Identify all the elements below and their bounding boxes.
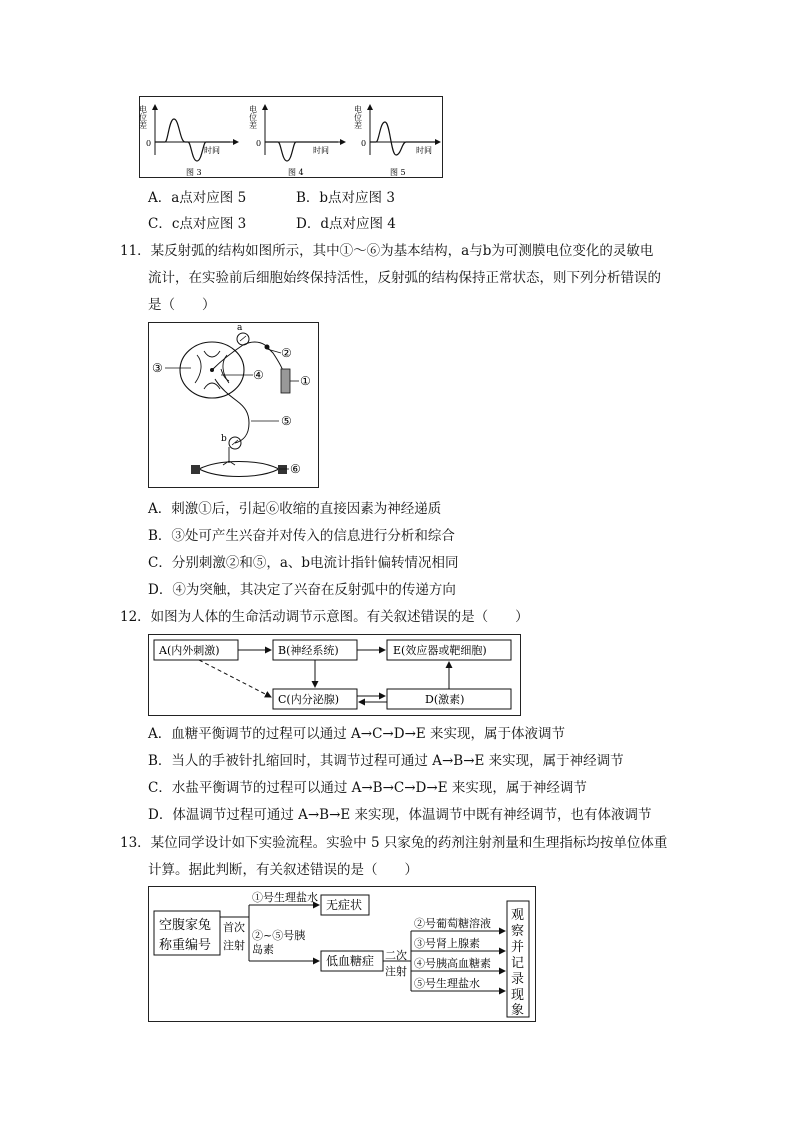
q11-stem-line-1: 11．某反射弧的结构如图所示，其中①～⑥为基本结构，a与b为可测膜电位变化的灵敏电	[120, 243, 654, 259]
q10-option-b: B．b点对应图 3	[296, 190, 395, 206]
q11-stem-line-3: 是（ ）	[148, 297, 216, 313]
graph-3	[139, 104, 239, 177]
q12-option-a: A．血糖平衡调节的过程可以通过 A→C→D→E 来实现，属于体液调节	[148, 726, 566, 742]
flow-insulin-line-2: 岛素	[252, 943, 274, 956]
q12-option-c: C．水盐平衡调节的过程可以通过 A→B→C→D→E 来实现，属于神经调节	[148, 780, 587, 796]
reflex-label-3: ③	[152, 361, 163, 375]
graph-5-ylabel: 电位差	[353, 105, 363, 129]
flow-start-line-1: 空腹家兔	[159, 918, 212, 933]
graph-4	[249, 104, 346, 177]
experiment-flow-diagram	[148, 886, 536, 1022]
q10-option-c: C．c点对应图 3	[148, 216, 247, 232]
q10-option-d: D．d点对应图 4	[296, 216, 396, 232]
reg-node-a: A(内外刺激)	[159, 644, 220, 657]
potential-graphs-svg	[140, 97, 442, 177]
flow-treatment-5: ⑤号生理盐水	[414, 977, 480, 990]
reg-node-c: C(内分泌腺)	[278, 693, 339, 706]
q11-option-c: C．分别刺激②和⑤，a、b电流计指针偏转情况相同	[148, 555, 459, 571]
q12-option-d: D．体温调节过程可通过 A→B→E 来实现，体温调节中既有神经调节，也有体液调节	[148, 807, 652, 823]
reflex-label-a: a	[237, 323, 243, 333]
flow-observe-1: 察	[511, 924, 525, 939]
flow-treatment-4: ④号胰高血糖素	[414, 957, 491, 970]
graph-3-ylabel: 电位差	[138, 105, 148, 129]
flow-treatment-2: ②号葡萄糖溶液	[414, 917, 491, 930]
flow-second-line-2: 注射	[385, 965, 407, 978]
graph-3-zero: 0	[146, 139, 152, 148]
flow-treatment-3: ③号肾上腺素	[414, 937, 480, 950]
regulation-diagram-svg	[149, 635, 520, 715]
flow-observe-0: 观	[511, 908, 525, 923]
q12-stem: 12．如图为人体的生命活动调节示意图。有关叙述错误的是（ ）	[120, 609, 529, 625]
graph-5-xlabel: 时间	[416, 146, 432, 155]
graph-5-caption: 图 5	[390, 168, 406, 177]
q10-option-a: A．a点对应图 5	[148, 190, 247, 206]
q11-stem-line-2: 流计，在实验前后细胞始终保持活性，反射弧的结构保持正常状态，则下列分析错误的	[148, 270, 661, 286]
graph-3-xlabel: 时间	[204, 146, 220, 155]
reflex-label-1: ①	[300, 374, 311, 388]
flow-hypoglycemia: 低血糖症	[326, 954, 375, 968]
flow-start-line-2: 称重编号	[159, 938, 212, 953]
q11-option-b: B．③处可产生兴奋并对传入的信息进行分析和综合	[148, 528, 455, 544]
reflex-label-b: b	[221, 434, 227, 444]
flow-first-line-2: 注射	[223, 939, 245, 952]
graph-3-caption: 图 3	[186, 168, 202, 177]
regulation-diagram	[148, 634, 521, 716]
q12-option-b: B．当人的手被针扎缩回时，其调节过程可通过 A→B→E 来实现，属于神经调节	[148, 753, 624, 769]
reflex-label-4: ④	[253, 368, 264, 382]
reflex-label-2: ②	[281, 346, 292, 360]
graph-4-xlabel: 时间	[313, 146, 329, 155]
reflex-arc-figure	[148, 322, 319, 488]
flow-observe-3: 记	[511, 956, 525, 971]
reflex-arc-svg	[149, 323, 318, 487]
potential-graphs-figure	[139, 96, 443, 178]
graph-5	[354, 104, 441, 177]
flow-saline-1: ①号生理盐水	[252, 891, 318, 904]
graph-4-caption: 图 4	[288, 168, 304, 177]
reg-node-b: B(神经系统)	[278, 644, 339, 657]
graph-4-zero: 0	[256, 139, 262, 148]
graph-4-ylabel: 电位差	[248, 105, 258, 129]
flow-observe-6: 象	[511, 1003, 525, 1018]
flow-observe-2: 并	[511, 940, 525, 955]
flow-no-symptoms: 无症状	[326, 898, 363, 912]
flow-observe-5: 现	[511, 988, 525, 1003]
q11-option-a: A．刺激①后，引起⑥收缩的直接因素为神经递质	[148, 501, 442, 517]
reflex-label-5: ⑤	[281, 414, 292, 428]
flow-observe-4: 录	[511, 972, 525, 987]
q13-stem-line-1: 13．某位同学设计如下实验流程。实验中 5 只家兔的药剂注射剂量和生理指标均按单位体重	[120, 835, 668, 851]
reg-node-e: E(效应器或靶细胞)	[393, 644, 487, 657]
flow-insulin-line-1: ②~⑤号胰	[252, 929, 306, 942]
q13-stem-line-2: 计算。据此判断，有关叙述错误的是（ ）	[148, 862, 418, 878]
reflex-label-6: ⑥	[290, 462, 301, 476]
flow-second-line-1: 二次	[385, 949, 407, 962]
graph-5-zero: 0	[361, 139, 367, 148]
reg-node-d: D(激素)	[425, 693, 465, 706]
experiment-flow-svg	[149, 887, 535, 1021]
flow-first-line-1: 首次	[223, 921, 245, 934]
q11-option-d: D．④为突触，其决定了兴奋在反射弧中的传递方向	[148, 582, 456, 598]
